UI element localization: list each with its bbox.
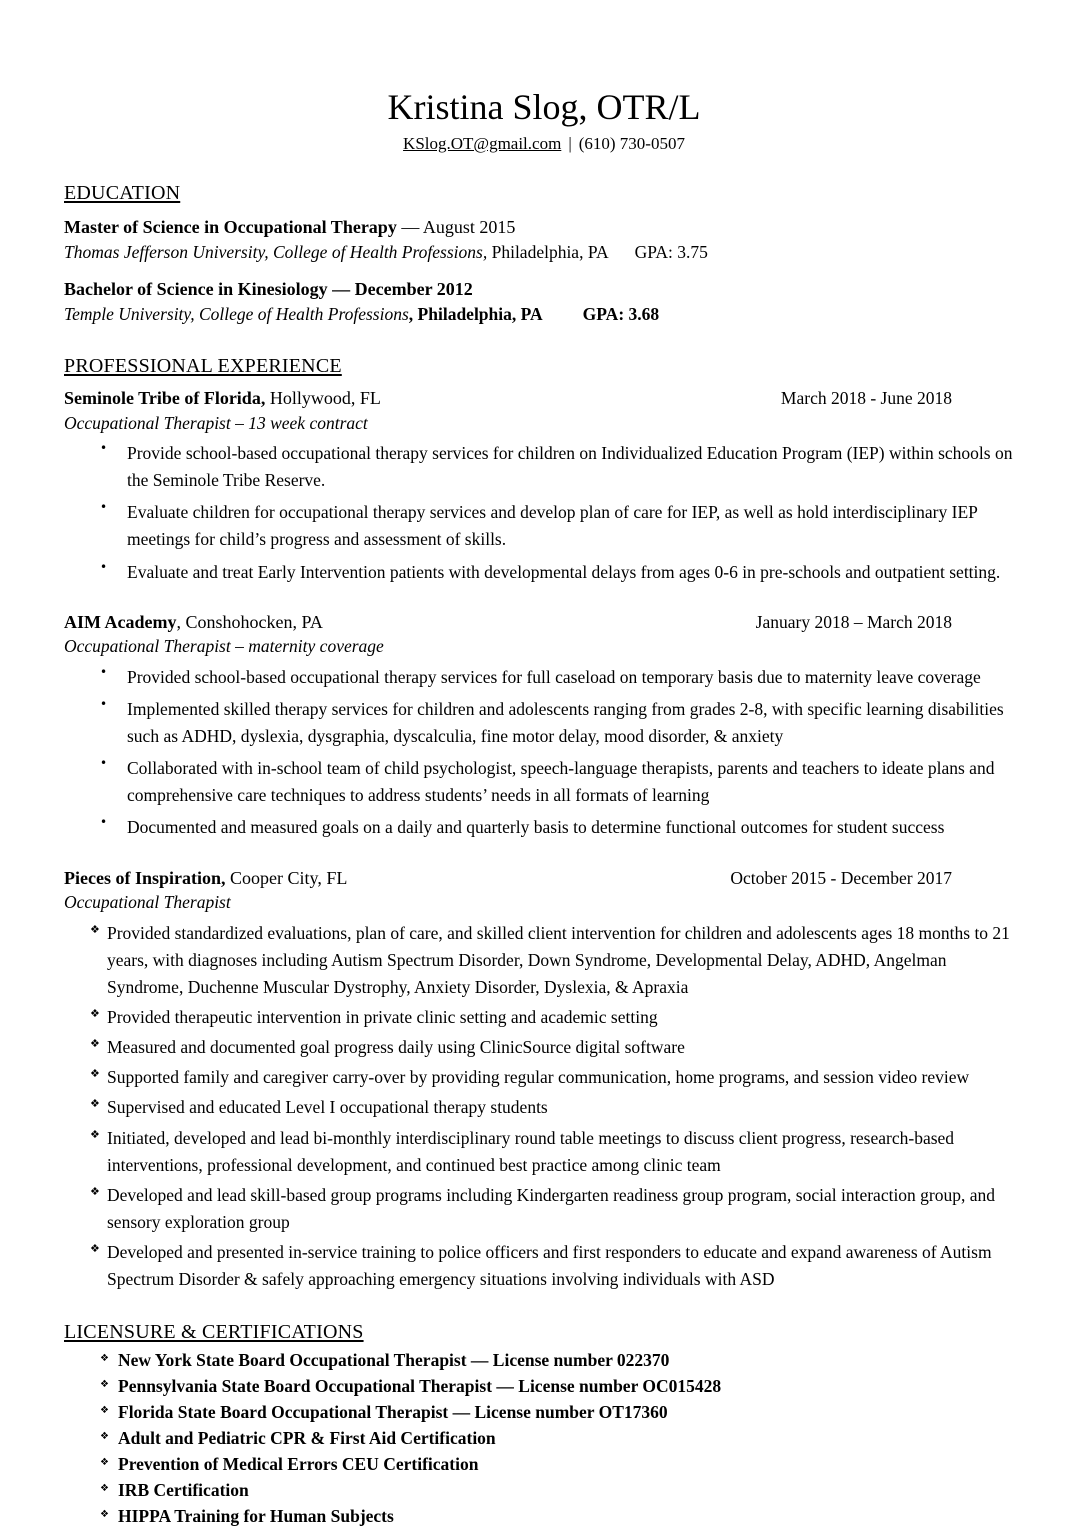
institution-location: Philadelphia, PA [487, 241, 609, 262]
person-name: Kristina Slog, OTR/L [387, 87, 701, 127]
bullet-icon: • [100, 664, 108, 679]
bullet-text: Supervised and educated Level I occupational therapy students [107, 1097, 548, 1118]
certification-item [64, 1506, 1024, 1528]
bullet-text: Collaborated with in-school team of child psychologist, speech-language therapists, parents and teachers to ideate plans and comprehensive care techniques to address students’ needs in all formats of learning [127, 758, 995, 806]
section-licensure [64, 1321, 1024, 1527]
email-link[interactable]: KSlog.OT@gmail.com [403, 133, 562, 153]
section-heading-education: EDUCATION [64, 181, 181, 204]
education-item [64, 215, 1024, 265]
diamond-bullet-icon: ❖ [90, 1007, 100, 1021]
bullet-text: Provided therapeutic intervention in private clinic setting and academic setting [107, 1007, 658, 1028]
degree-date: — August 2015 [396, 216, 516, 237]
job-header [64, 386, 1024, 411]
certification-text: New York State Board Occupational Therapist — License number 022370 [118, 1350, 670, 1371]
job-bullet [64, 499, 1024, 553]
job-company: AIM Academy [64, 611, 177, 632]
bullet-text: Provided school-based occupational therapy services for full caseload on temporary basis due to maternity leave coverage [127, 666, 981, 687]
job-bullet [64, 814, 1024, 841]
job-bullet [64, 1004, 1024, 1031]
degree-line [64, 215, 1024, 240]
diamond-bullet-icon: ❖ [100, 1456, 109, 1468]
certification-list [64, 1350, 1024, 1527]
bullet-text: Developed and presented in-service training to police officers and first responders to educate and expand awareness of Autism Spectrum Disorder & safely approaching emergency situations involving individuals with ASD [107, 1242, 992, 1290]
bullet-text: Provide school-based occupational therapy services for children on Individualized Education Program (IEP) within schools on the Seminole Tribe Reserve. [127, 443, 1013, 491]
certification-item [64, 1454, 1024, 1476]
certification-text: Pennsylvania State Board Occupational Therapist — License number OC015428 [118, 1376, 722, 1397]
section-experience [64, 355, 1024, 1293]
section-heading-licensure: LICENSURE & CERTIFICATIONS [64, 1321, 364, 1344]
job-entry [64, 610, 1024, 842]
diamond-bullet-icon: ❖ [90, 1097, 100, 1111]
diamond-bullet-icon: ❖ [90, 1067, 100, 1081]
contact-line [64, 134, 1024, 154]
bullet-text: Supported family and caregiver carry-over by providing regular communication, home programs, and session video review [107, 1067, 970, 1088]
job-title: Occupational Therapist – maternity coverage [64, 636, 384, 657]
certification-text: Florida State Board Occupational Therapist — License number OT17360 [118, 1402, 668, 1423]
certification-item [64, 1350, 1024, 1372]
job-company-line [64, 610, 323, 634]
job-bullet [64, 1125, 1024, 1179]
bullet-text: Measured and documented goal progress daily using ClinicSource digital software [107, 1037, 685, 1058]
bullet-text: Implemented skilled therapy services for children and adolescents ranging from grades 2-8, with specific learning disabilities such as ADHD, dyslexia, dysgraphia, dyscalculia, fine motor delay, mood disorder, & anxiety [127, 698, 1004, 747]
bullet-text: Initiated, developed and lead bi-monthly interdisciplinary round table meetings to discuss client progress, research-based interventions, professional development, and continued best practice among clinic team [107, 1127, 955, 1175]
institution-line [64, 240, 1024, 265]
job-dates: March 2018 - June 2018 [780, 387, 952, 408]
job-bullet [64, 696, 1024, 750]
certification-text: Prevention of Medical Errors CEU Certification [118, 1453, 479, 1474]
job-company: Seminole Tribe of Florida, [64, 387, 266, 408]
job-entry [64, 386, 1024, 586]
degree-title: Master of Science in Occupational Therapy [64, 216, 397, 237]
certification-item [64, 1376, 1024, 1398]
bullet-text: Documented and measured goals on a daily and quarterly basis to determine functional outcomes for student success [127, 817, 945, 838]
job-bullet [64, 1094, 1024, 1121]
contact-separator: | [568, 133, 572, 153]
job-location: , Conshohocken, PA [176, 611, 323, 632]
bullet-text: Developed and lead skill-based group programs including Kindergarten readiness group program, social interaction group, and sensory exploration group [107, 1184, 996, 1232]
institution-location: , Philadelphia, PA [408, 304, 543, 325]
certification-item [64, 1428, 1024, 1450]
certification-text: IRB Certification [118, 1479, 249, 1500]
job-bullet [64, 440, 1024, 494]
bullet-text: Evaluate and treat Early Intervention patients with developmental delays from ages 0-6 in pre-schools and outpatient setting. [127, 561, 1001, 582]
certification-item [64, 1402, 1024, 1424]
diamond-bullet-icon: ❖ [90, 1037, 100, 1051]
job-bullet-list [64, 920, 1024, 1294]
job-bullet [64, 920, 1024, 1001]
job-title: Occupational Therapist [64, 892, 231, 913]
education-list [64, 215, 1024, 327]
institution: Temple University, College of Health Professions [64, 304, 409, 325]
diamond-bullet-icon: ❖ [100, 1353, 109, 1365]
job-location: Hollywood, FL [265, 387, 381, 408]
gpa: GPA: 3.75 [634, 241, 708, 262]
job-company: Pieces of Inspiration, [64, 867, 226, 888]
section-education [64, 182, 1024, 327]
job-company-line [64, 866, 347, 890]
bullet-icon: • [100, 500, 108, 515]
gpa: GPA: 3.68 [582, 304, 660, 325]
job-bullet [64, 1064, 1024, 1091]
job-bullet [64, 755, 1024, 809]
diamond-bullet-icon: ❖ [90, 1242, 100, 1256]
diamond-bullet-icon: ❖ [100, 1379, 109, 1391]
degree-title: Bachelor of Science in Kinesiology [64, 279, 328, 300]
degree-line [64, 277, 1024, 302]
job-company-line [64, 386, 381, 410]
job-dates: October 2015 - December 2017 [730, 867, 952, 888]
bullet-icon: • [100, 815, 108, 830]
job-bullet-list [64, 664, 1024, 842]
certification-item [64, 1480, 1024, 1502]
diamond-bullet-icon: ❖ [100, 1508, 109, 1520]
bullet-text: Provided standardized evaluations, plan of care, and skilled client intervention for children and adolescents ages 18 months to 21 years, with diagnoses including Autism Spectrum Disorder, Down Syndrome, Developmental Delay, ADHD, Angelman Syndrome, Duchenne Muscular Dystrophy, Anxiety Disorder, Dyslexia, & Apraxia [107, 922, 1010, 997]
job-entry [64, 866, 1024, 1294]
diamond-bullet-icon: ❖ [100, 1430, 109, 1442]
job-header [64, 610, 1024, 635]
job-list [64, 386, 1024, 1293]
job-bullet [64, 664, 1024, 691]
degree-date: — December 2012 [327, 279, 473, 300]
certification-text: Adult and Pediatric CPR & First Aid Certification [118, 1427, 496, 1448]
job-dates: January 2018 – March 2018 [755, 611, 952, 632]
job-bullet [64, 559, 1024, 586]
job-bullet-list [64, 440, 1024, 586]
job-bullet [64, 1239, 1024, 1293]
job-bullet [64, 1034, 1024, 1061]
bullet-icon: • [100, 441, 108, 456]
diamond-bullet-icon: ❖ [90, 1127, 100, 1141]
diamond-bullet-icon: ❖ [100, 1482, 109, 1494]
certification-text: HIPPA Training for Human Subjects [118, 1505, 394, 1526]
bullet-icon: • [100, 559, 108, 574]
bullet-text: Evaluate children for occupational therapy services and develop plan of care for IEP, as well as hold interdisciplinary IEP meetings for child’s progress and assessment of skills. [127, 502, 978, 550]
diamond-bullet-icon: ❖ [100, 1405, 109, 1417]
diamond-bullet-icon: ❖ [90, 1184, 100, 1198]
education-item [64, 277, 1024, 327]
diamond-bullet-icon: ❖ [90, 922, 100, 936]
job-bullet [64, 1182, 1024, 1236]
institution: Thomas Jefferson University, College of Health Professions, [64, 241, 488, 262]
phone-number: (610) 730-0507 [578, 133, 685, 153]
job-title: Occupational Therapist – 13 week contract [64, 412, 368, 433]
job-header [64, 866, 1024, 891]
bullet-icon: • [100, 696, 108, 711]
institution-line [64, 302, 1024, 327]
bullet-icon: • [100, 756, 108, 771]
section-heading-experience: PROFESSIONAL EXPERIENCE [64, 354, 342, 377]
job-location: Cooper City, FL [225, 867, 348, 888]
